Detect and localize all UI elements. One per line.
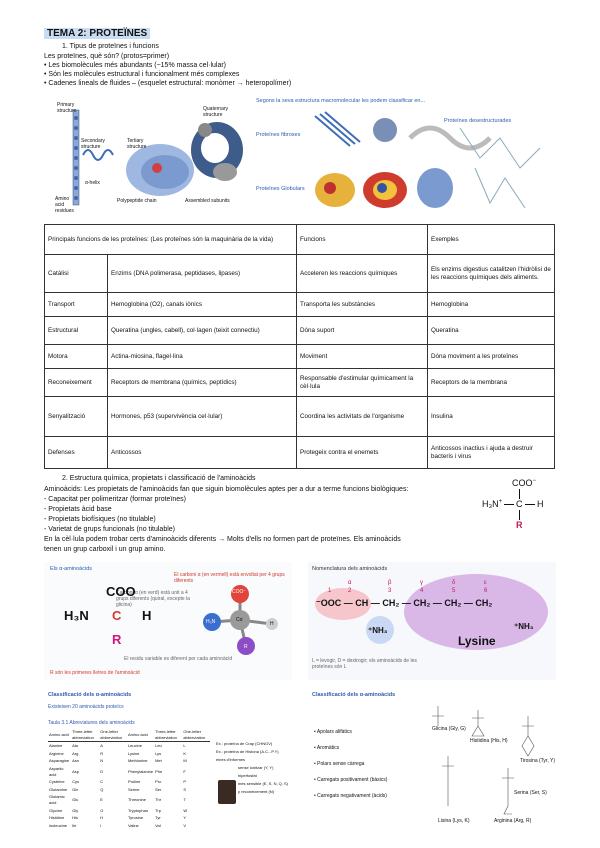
table-cell: Threonine xyxy=(127,797,146,803)
carbon-number: 5 xyxy=(452,588,456,594)
table-cell: Tyr xyxy=(155,815,161,821)
table-cell: Phenylalanine xyxy=(127,768,154,774)
table-cell: Pro xyxy=(155,779,162,785)
table-cell: Proline xyxy=(127,779,141,785)
table-cell: Valine xyxy=(127,822,139,828)
section-2-line: - Capacitat per polimeritzar (formar proteïnes) xyxy=(44,496,186,503)
figure-subtitle: Existeixen 20 aminoàcids proteïcs xyxy=(48,704,124,710)
table-cell: Thr xyxy=(155,797,162,803)
table-cell: H xyxy=(100,815,104,821)
table-cell: Coordina les activitats de l'organisme xyxy=(297,397,428,437)
table-cell: W xyxy=(183,807,188,813)
hydrogen: H xyxy=(142,608,152,623)
section-2-line: Aminoàcids: Les propietats de l'aminoàcids fan que siguin biomolècules aptes per a dur a terme funcions biològiques: xyxy=(44,486,409,493)
globular-label: Proteïnes Globulars xyxy=(256,186,305,192)
table-header-row xyxy=(45,225,555,255)
section-2-line: - Varietat de grups funcionals (no titulable) xyxy=(44,526,175,533)
table-cell: Asn xyxy=(72,758,79,764)
table-cell: Leu xyxy=(155,743,162,749)
table-cell: Serine xyxy=(127,786,140,792)
structure-name: Lisina (Lys, K) xyxy=(438,818,470,824)
table-row xyxy=(48,765,210,778)
table-cell: I xyxy=(100,822,102,828)
table-row xyxy=(48,786,210,794)
table-cell: A xyxy=(100,743,103,749)
section-1-heading: 1. Tipus de proteïnes i funcions xyxy=(62,43,159,50)
carbon-number: 6 xyxy=(484,588,488,594)
table-cell: Defenses xyxy=(45,437,108,469)
r-group: R xyxy=(516,520,523,530)
amino-group: H₃N+ xyxy=(482,499,503,509)
column-header: One-letter abbreviation xyxy=(183,729,206,740)
classification-list xyxy=(314,724,387,804)
ch2: CH₂ xyxy=(444,598,462,608)
column-header: Amino acid xyxy=(49,731,69,737)
table-cell: Val xyxy=(155,822,161,828)
table-cell: Catàlisi xyxy=(45,255,108,293)
table-cell: Receptors de la membrana xyxy=(428,369,555,397)
table-row xyxy=(48,822,210,830)
column-header: One-letter abbreviation xyxy=(100,729,123,740)
table-row xyxy=(48,742,210,750)
figure-note: Carboni α (en verd) està unit a 4 grups diferents (quiral, excepte la glicina) xyxy=(116,590,190,608)
table-cell: Y xyxy=(183,815,186,821)
polypeptide-label: Polypeptide chain xyxy=(117,198,157,204)
carbon-number: 2 xyxy=(348,588,352,594)
table-cell: Acceleren les reaccions químiques xyxy=(297,255,428,293)
intro-line-1: Les proteïnes, què són? (protos=primer) xyxy=(44,53,170,60)
lysine-nomenclature-figure xyxy=(308,562,556,680)
table-cell: Arg xyxy=(72,750,79,756)
table-row xyxy=(48,807,210,815)
section-2-line: tenen un grup carboxil i un grup amino. xyxy=(44,546,166,553)
table-cell: Asp xyxy=(72,768,79,774)
structure-name: Glicina (Gly, G) xyxy=(432,726,466,732)
table-cell: Motora xyxy=(45,345,108,369)
table-cell: Histidine xyxy=(49,815,65,821)
greek-alpha: α xyxy=(348,580,352,586)
greek-delta: δ xyxy=(452,580,456,586)
table-cell: Actina-miosina, flagel·lina xyxy=(108,345,297,369)
quaternary-label: Quaternary structure xyxy=(203,106,229,118)
table-header-cell: Principals funcions de les proteïnes: (Les proteïnes són la maquinària de la vida) xyxy=(45,225,297,255)
table-cell: Moviment xyxy=(297,345,428,369)
alpha-helix-label: α-helix xyxy=(85,180,100,186)
page-title: TEMA 2: PROTEÏNES xyxy=(44,28,150,39)
side-note: més sensible (E, S, N, Q, S) xyxy=(238,781,289,786)
table-row xyxy=(45,345,555,369)
secondary-label: Secondary structure xyxy=(81,138,105,150)
alpha-amino: ⁺NH₃ xyxy=(368,626,388,635)
carboxyl-group: COO xyxy=(106,584,136,599)
alpha-carbon: C xyxy=(516,499,523,509)
list-item: • Carregats negativament (àcids) xyxy=(314,793,387,799)
table-cell: Lys xyxy=(155,750,162,756)
table-cell: T xyxy=(183,797,186,803)
table-row xyxy=(48,757,210,765)
protein-structure-levels-figure xyxy=(55,100,247,212)
table-cell: Enzims (DNA polimerasa, peptidases, lipases) xyxy=(108,255,297,293)
carbon-number: 3 xyxy=(388,588,392,594)
abbreviation-table xyxy=(48,728,210,829)
table-cell: Met xyxy=(155,758,162,764)
table-cell: Cys xyxy=(72,779,79,785)
column-header: Three-letter abbreviation xyxy=(155,729,177,740)
table-cell: Protegeix contra el enemets xyxy=(297,437,428,469)
table-cell: K xyxy=(183,750,186,756)
table-cell: Leucine xyxy=(127,743,142,749)
figure-note: El carboni α (en vermell) està envoltat per 4 grups diferents xyxy=(174,572,285,584)
ball-label: R xyxy=(244,644,248,650)
alpha-amino-acids-figure xyxy=(44,562,292,680)
table-cell: C xyxy=(100,779,104,785)
table-cell: Hemoglobina (O2), canals iònics xyxy=(108,293,297,317)
list-item: • Carregats positivament (bàsics) xyxy=(314,777,388,783)
table-cell: Tyrosine xyxy=(127,815,144,821)
table-cell: Arginine xyxy=(49,750,64,756)
table-row xyxy=(45,437,555,469)
table-cell: Responsable d'estimular químicament la cèl·lula xyxy=(297,369,428,397)
side-note: eines d'informes xyxy=(216,757,245,762)
table-cell: Cysteine xyxy=(49,779,65,785)
intro-line-2: • Les biomolècules més abundants (~15% massa cel·lular) xyxy=(44,62,227,69)
table-cell: Queratina xyxy=(428,317,555,345)
structures-drawing xyxy=(408,696,556,836)
table-cell: Senyalització xyxy=(45,397,108,437)
table-cell: Transport xyxy=(45,293,108,317)
figure-note: L = levogir, D = dextrogir; els aminoàcids de les proteïnes són L xyxy=(312,658,417,670)
structure-name: Histidina (His, H) xyxy=(470,738,508,744)
table-cell: M xyxy=(183,758,187,764)
table-header-cell: Funcions xyxy=(297,225,428,255)
table-row xyxy=(45,397,555,437)
table-cell: Glutamine xyxy=(49,786,68,792)
table-cell: Q xyxy=(100,786,104,792)
fibrous-label: Proteïnes fibroses xyxy=(256,132,301,138)
table-cell: Dóna suport xyxy=(297,317,428,345)
table-cell: His xyxy=(72,815,78,821)
table-cell: E xyxy=(100,797,103,803)
table-cell: N xyxy=(100,758,104,764)
column-header: Amino acid xyxy=(127,731,148,737)
r-group: R xyxy=(112,632,122,647)
ch2: CH₂ xyxy=(382,598,400,608)
table-cell: Methionine xyxy=(127,758,148,764)
protein-functions-table xyxy=(44,224,555,469)
table-row xyxy=(45,317,555,345)
table-cell: P xyxy=(183,779,186,785)
table-cell: Alanine xyxy=(49,743,63,749)
table-cell: R xyxy=(100,750,104,756)
table-cell: Ala xyxy=(72,743,78,749)
figure-title: Els α-aminoàcids xyxy=(50,566,92,572)
structure-name: Arginina (Arg, R) xyxy=(494,818,532,824)
table-header-cell: Exemples xyxy=(428,225,555,255)
list-item: • Aromàtics xyxy=(314,745,340,751)
bond-line xyxy=(519,489,520,499)
table-cell: Queratina (ungles, cabell), col·lagen (teixit connectiu) xyxy=(108,317,297,345)
section-2-line: En la cèl·lula podem trobar certs d'aminoàcids diferents → Molts d'ells no formen part de proteïnes. Els aminoàcids xyxy=(44,536,401,543)
carboxyl: ⁻OOC xyxy=(316,598,342,608)
table-cell: L xyxy=(183,743,186,749)
table-cell: F xyxy=(183,768,186,774)
table-row xyxy=(45,293,555,317)
table-cell: Tryptophan xyxy=(127,807,149,813)
amino-group: H₃N xyxy=(64,608,89,623)
table-row xyxy=(48,814,210,822)
ch2: CH₂ xyxy=(475,598,493,608)
table-cell: Ser xyxy=(155,786,162,792)
carbon-number: 4 xyxy=(420,588,424,594)
carbon-number: 1 xyxy=(328,588,332,594)
greek-epsilon: ε xyxy=(484,580,487,586)
bond-line xyxy=(504,504,514,505)
classify-caption: Segons la seva estructura macromolecular les podem classificar en... xyxy=(256,98,426,104)
table-cell: Hemoglobina xyxy=(428,293,555,317)
table-cell: Ile xyxy=(72,822,77,828)
ch2: CH₂ xyxy=(413,598,431,608)
table-cell: Hormones, p53 (supervivència cel·lular) xyxy=(108,397,297,437)
side-note: Ex.: proteïna de Crap (CHNGV) xyxy=(216,741,273,746)
ball-label: Cα xyxy=(236,617,243,623)
table-row xyxy=(45,369,555,397)
table-cell: Glutamic acid xyxy=(49,794,65,805)
table-cell: Glu xyxy=(72,797,79,803)
bond-line xyxy=(519,510,520,520)
table-cell: Dóna moviment a les proteïnes xyxy=(428,345,555,369)
epsilon-amino: ⁺NH₃ xyxy=(514,622,534,631)
side-note: sense ionitzar (Y, Y) xyxy=(238,765,274,770)
unstructured-label: Proteïnes desestructurades xyxy=(444,118,512,124)
amino-acid-abbreviations-figure xyxy=(44,690,300,840)
table-cell: Aspartic acid xyxy=(49,765,64,777)
amino-acid-classification-figure xyxy=(308,690,556,840)
table-cell: Anticossos xyxy=(108,437,297,469)
figure-footnote: R són les primeres lletres de l'aminoàcid xyxy=(50,670,140,676)
side-note: hiperfosfat xyxy=(238,773,257,778)
alpha-ch: CH xyxy=(355,598,369,608)
table-cell: S xyxy=(183,786,186,792)
table-cell: Gly xyxy=(72,807,79,813)
ball-label: H xyxy=(270,621,274,627)
tertiary-label: Tertiary structure xyxy=(127,138,147,150)
table-cell: Gln xyxy=(72,786,79,792)
ball-label: COO⁻ xyxy=(232,589,247,595)
side-note: Ex.: proteïna de Histona (A.C...P.Y) xyxy=(216,749,279,754)
table-cell: Lysine xyxy=(127,750,140,756)
table-cell: D xyxy=(100,768,104,774)
section-2-line: - Propietats àcid base xyxy=(44,506,112,513)
list-item: • Apolars alifàtics xyxy=(314,729,352,735)
hydrogen: H xyxy=(537,499,544,509)
amino-acid-structure xyxy=(478,478,558,540)
table-row xyxy=(45,255,555,293)
amino-acid-label: Amino acid residues xyxy=(55,196,74,214)
table-cell: Estructural xyxy=(45,317,108,345)
side-note: y reconeixement (N) xyxy=(238,789,275,794)
ball-label: H₃N xyxy=(206,619,216,625)
table-caption: Taula 3.1 Abreviatures dels aminoàcids xyxy=(48,720,135,726)
protein-types-drawing xyxy=(310,108,560,220)
column-header: Three-letter abbreviation xyxy=(72,729,94,740)
table-cell: Isoleucine xyxy=(49,822,68,828)
alpha-carbon: C xyxy=(112,608,122,623)
subunits-label: Assembled subunits xyxy=(185,198,230,204)
table-cell: G xyxy=(100,807,104,813)
table-row xyxy=(48,793,210,806)
table-cell: Insulina xyxy=(428,397,555,437)
figure-title: Classificació dels α-aminoàcids xyxy=(312,692,396,698)
greek-beta: β xyxy=(388,580,392,586)
structure-name: Tirosina (Tyr, Y) xyxy=(520,758,556,764)
section-2-line: - Propietats biofísiques (no titulable) xyxy=(44,516,156,523)
table-cell: Glycine xyxy=(49,807,63,813)
lysine-label: Lysine xyxy=(458,634,496,648)
list-item: • Polars sense càrrega xyxy=(314,761,365,767)
intro-line-3: • Són les molècules estructural i funcionalment més complexes xyxy=(44,71,240,78)
table-cell: Transporta les substàncies xyxy=(297,293,428,317)
bond-line xyxy=(525,504,535,505)
table-cell: V xyxy=(183,822,186,828)
greek-gamma: γ xyxy=(420,580,423,586)
portrait-photo xyxy=(218,780,236,804)
table-cell: Reconeixement xyxy=(45,369,108,397)
table-cell: Anticossos inactius i ajuda a destruir bacteris i virus xyxy=(428,437,555,469)
primary-label: Primary structure xyxy=(57,102,77,114)
section-2-heading: 2. Estructura química, propietats i classificació de l'aminoàcids xyxy=(62,475,256,482)
carboxyl-group: COO− xyxy=(512,478,537,488)
table-cell: Asparagine xyxy=(49,758,70,764)
table-header-row xyxy=(48,728,210,742)
table-cell: Trp xyxy=(155,807,161,813)
table-cell: Els enzims digestius catalitzen l'hidròlisi de les reaccions químiques dels aliments. xyxy=(428,255,555,293)
figure-title: Nomenclatura dels aminoàcids xyxy=(312,566,388,572)
table-row xyxy=(48,750,210,758)
table-row xyxy=(48,778,210,786)
figure-note: El residu variable es diferent per cada aminoàcid xyxy=(124,656,233,662)
lysine-chain: ⁻OOC — CH — CH₂ — CH₂ — CH₂ — CH₂ xyxy=(316,598,493,608)
table-cell: Receptors de membrana (químics, peptídics) xyxy=(108,369,297,397)
table-cell: Phe xyxy=(155,768,163,774)
structure-name: Serina (Ser, S) xyxy=(514,790,547,796)
figure-title: Classificació dels α-aminoàcids xyxy=(48,692,132,698)
intro-line-4: • Cadenes lineals de fluides – (esquelet estructural: monòmer → heteropolímer) xyxy=(44,80,292,87)
